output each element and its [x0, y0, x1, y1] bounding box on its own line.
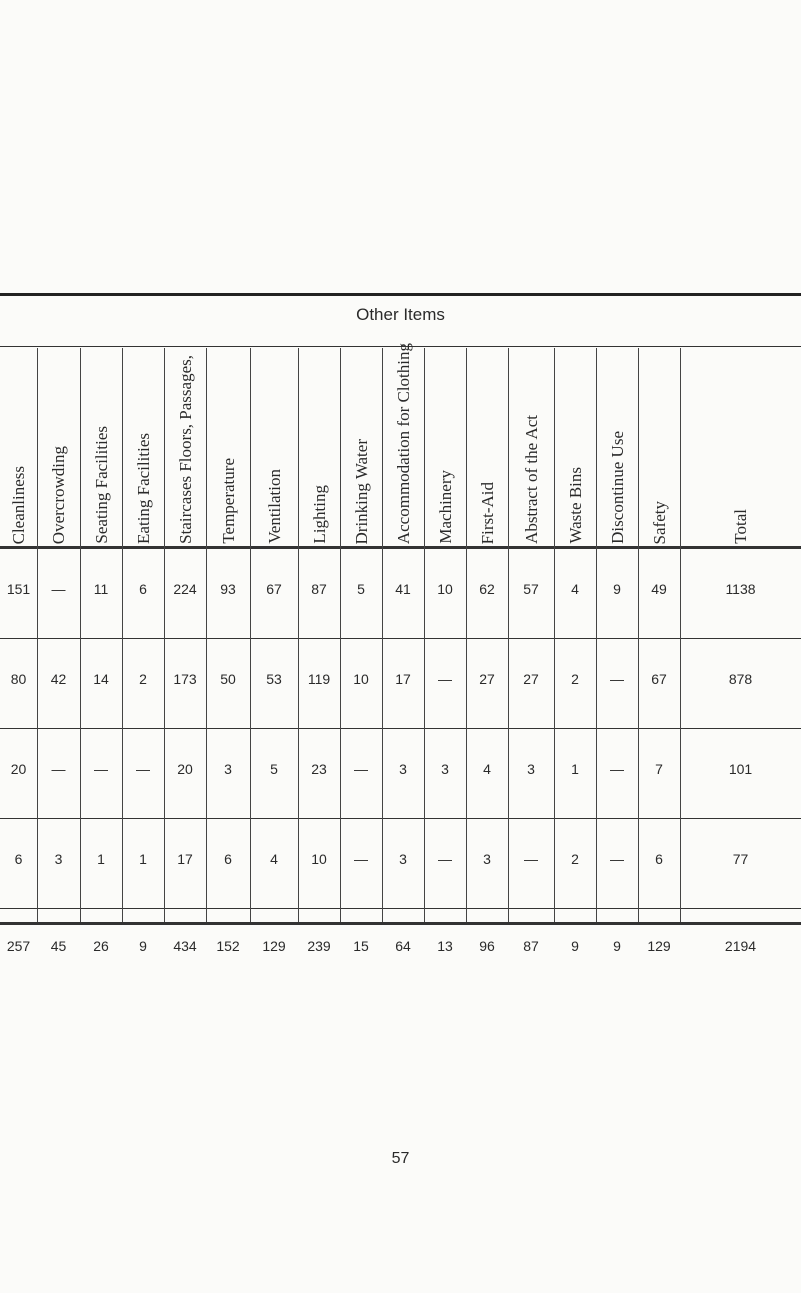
table-cell: 119 — [307, 671, 331, 687]
table-cell: — — [51, 581, 66, 597]
column-header-label: Ventilation — [264, 469, 284, 544]
table-cell: 10 — [353, 671, 369, 687]
column-header — [340, 354, 382, 544]
table-cell: 4 — [270, 851, 278, 867]
table-cell: 53 — [266, 671, 282, 687]
table-cell: 5 — [357, 581, 365, 597]
table-cell: 6 — [139, 581, 147, 597]
table-cell: 152 — [216, 938, 240, 954]
table-cell: — — [610, 671, 624, 687]
table-cell: — — [94, 761, 108, 777]
table-cell: 17 — [177, 851, 193, 867]
table-cell: 239 — [307, 938, 331, 954]
table-cell: 17 — [395, 671, 411, 687]
table-cell: 1 — [571, 761, 579, 777]
table-cell: — — [610, 761, 624, 777]
table-cell: 6 — [14, 851, 23, 867]
table-cell: 67 — [266, 581, 282, 597]
column-header — [250, 354, 298, 544]
column-header — [0, 354, 37, 544]
column-header-label: First-Aid — [477, 481, 497, 544]
table-cell: 257 — [6, 938, 31, 954]
table-cell: 6 — [655, 851, 663, 867]
table-cell: 129 — [647, 938, 671, 954]
column-header — [80, 354, 122, 544]
table-cell: — — [524, 851, 538, 867]
table-cell: 2 — [139, 671, 147, 687]
table-cell: 27 — [523, 671, 539, 687]
column-header — [382, 342, 424, 544]
column-header-label: Drinking Water — [351, 438, 371, 544]
column-header-label: Overcrowding — [49, 445, 68, 544]
data-table — [0, 342, 801, 954]
table-cell: 10 — [437, 581, 453, 597]
table-cell: 434 — [173, 938, 197, 954]
table-cell: 9 — [571, 938, 579, 954]
table-cell: 77 — [732, 851, 749, 867]
table-cell: 10 — [311, 851, 327, 867]
column-header-label: Machinery — [435, 470, 455, 544]
page-number: 57 — [391, 1150, 410, 1167]
column-header-label: Seating Facilities — [91, 426, 111, 544]
table-cell: 13 — [437, 938, 453, 954]
column-header — [508, 354, 554, 544]
table-cell: — — [136, 761, 150, 777]
table-cell: 57 — [523, 581, 539, 597]
table-cell: 101 — [728, 761, 753, 777]
column-header — [554, 354, 596, 544]
table-cell: 87 — [311, 581, 327, 597]
table-cell: 224 — [173, 581, 197, 597]
table-cell: 67 — [651, 671, 667, 687]
table-cell: 93 — [220, 581, 236, 597]
table-cell: 3 — [399, 761, 407, 777]
table-cell: 3 — [483, 851, 491, 867]
column-header-label: Temperature — [218, 458, 238, 544]
table-cell: 3 — [527, 761, 535, 777]
table-cell: 2 — [571, 851, 579, 867]
column-header — [122, 354, 164, 544]
table-cell: — — [438, 671, 452, 687]
table-cell: 1 — [139, 851, 147, 867]
table-cell: 173 — [173, 671, 197, 687]
column-header-label: Lighting — [309, 485, 329, 544]
column-header-label: Safety — [649, 500, 669, 544]
table-cell: 2194 — [724, 938, 757, 954]
table-cell: 3 — [399, 851, 407, 867]
table-cell: 3 — [224, 761, 232, 777]
table-cell: — — [51, 761, 66, 777]
table-cell: 27 — [479, 671, 495, 687]
table-rule — [0, 922, 801, 925]
column-header-label: Total — [731, 509, 750, 544]
table-cell: — — [354, 851, 368, 867]
table-cell: 26 — [93, 938, 109, 954]
table-cell: — — [354, 761, 368, 777]
column-header-label: Eating Facilities — [133, 433, 153, 544]
table-cell: — — [438, 851, 452, 867]
table-cell: 87 — [523, 938, 539, 954]
table-cell: 5 — [270, 761, 278, 777]
column-header — [596, 354, 638, 544]
table-cell: 49 — [651, 581, 667, 597]
column-header-label: Staircases Floors, Passages, — [175, 355, 195, 544]
column-header — [424, 354, 466, 544]
table-cell: — — [610, 851, 624, 867]
table-cell: 50 — [220, 671, 236, 687]
table-cell: 64 — [395, 938, 411, 954]
table-cell: 42 — [50, 671, 67, 687]
column-header — [164, 354, 206, 544]
table-cell: 9 — [613, 938, 621, 954]
column-header — [206, 354, 250, 544]
table-cell: 20 — [177, 761, 193, 777]
table-cell: 7 — [655, 761, 663, 777]
table-cell: 878 — [728, 671, 753, 687]
table-cell: 11 — [93, 581, 109, 597]
table-cell: 80 — [10, 671, 27, 687]
table-cell: 1 — [97, 851, 105, 867]
table-cell: 6 — [224, 851, 232, 867]
column-header — [638, 354, 680, 544]
table-cell: 15 — [353, 938, 369, 954]
table-cell: 3 — [441, 761, 449, 777]
table-cell: 2 — [571, 671, 579, 687]
table-cell: 20 — [10, 761, 27, 777]
table-cell: 9 — [139, 938, 147, 954]
table-cell: 9 — [613, 581, 621, 597]
table-cell: 62 — [479, 581, 495, 597]
column-header-label: Abstract of the Act — [521, 415, 541, 544]
column-header-label: Discontinue Use — [607, 431, 627, 544]
table-cell: 14 — [93, 671, 109, 687]
top-rule — [0, 293, 801, 296]
column-header — [680, 354, 801, 544]
table-cell: 23 — [311, 761, 327, 777]
table-cell: 45 — [50, 938, 67, 954]
column-header — [466, 354, 508, 544]
table-cell: 96 — [479, 938, 495, 954]
column-header-label: Accommodation for Clothing — [393, 342, 413, 544]
table-cell: 41 — [395, 581, 411, 597]
table-cell: 3 — [54, 851, 63, 867]
table-cell: 4 — [483, 761, 491, 777]
table-cell: 151 — [6, 581, 31, 597]
column-header-label: Waste Bins — [565, 467, 585, 544]
table-cell: 1138 — [725, 581, 756, 597]
section-title: Other Items — [356, 305, 445, 324]
table-cell: 4 — [571, 581, 579, 597]
column-header — [37, 354, 80, 544]
column-header-label: Cleanliness — [9, 465, 28, 544]
column-header — [298, 354, 340, 544]
table-cell: 129 — [262, 938, 286, 954]
